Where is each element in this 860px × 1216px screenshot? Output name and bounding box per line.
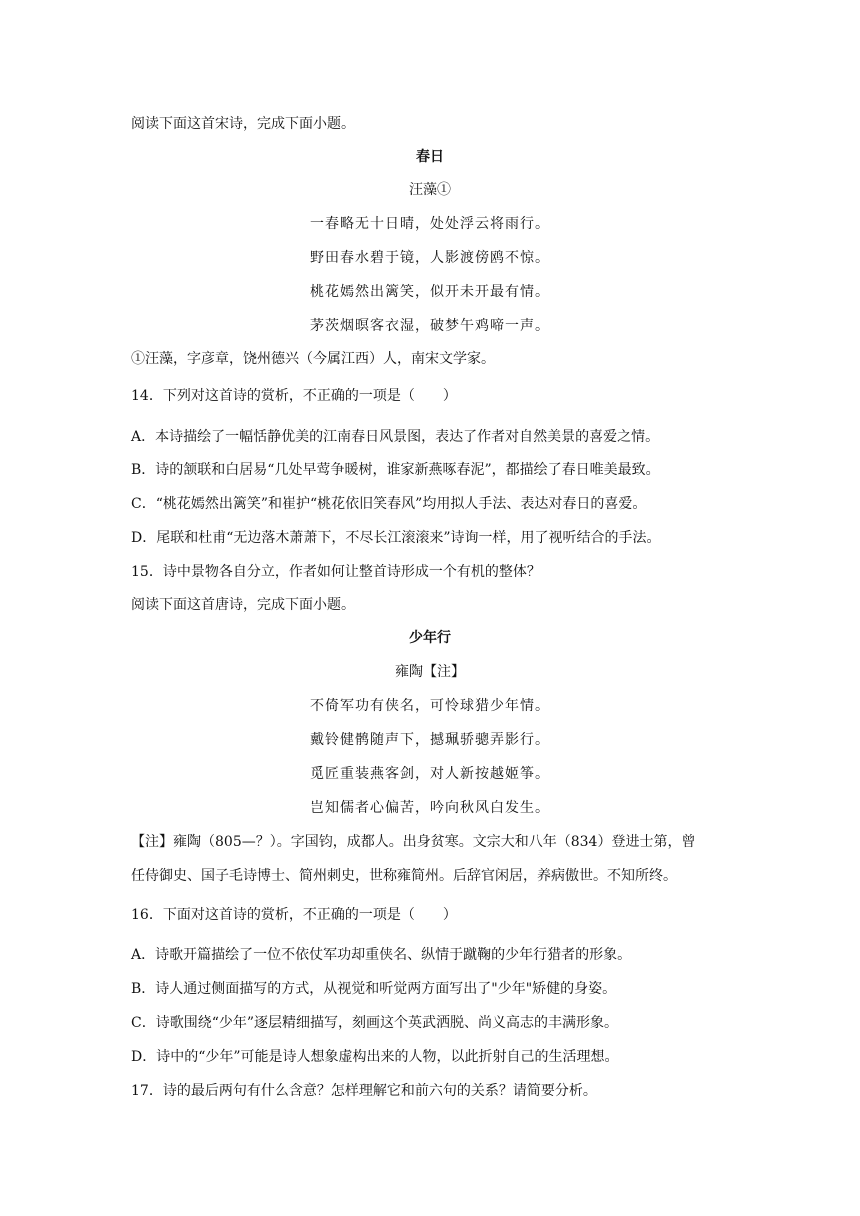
- poem1-line: 桃花嫣然出篱笑，似开未开最有情。: [310, 284, 550, 300]
- poem1-line: 茅茨烟暝客衣湿，破梦午鸡啼一声。: [310, 318, 550, 334]
- section2-intro: 阅读下面这首唐诗，完成下面小题。: [131, 597, 355, 613]
- poem2-line: 戴铃健鹘随声下，撼珮骄骢弄影行。: [310, 732, 550, 748]
- poem1-line: 一春略无十日晴，处处浮云将雨行。: [310, 216, 550, 232]
- poem1-title: 春日: [416, 149, 444, 165]
- poem2-line: 岂知儒者心偏苦，吟向秋风白发生。: [310, 800, 550, 816]
- question-14-stem: 14．下列对这首诗的赏析，不正确的一项是（ ）: [131, 388, 457, 404]
- question-16-option-d: D．诗中的“少年”可能是诗人想象虚构出来的人物，以此折射自己的生活理想。: [131, 1049, 619, 1065]
- poem2-line: 不倚军功有侠名，可怜球猎少年情。: [310, 698, 550, 714]
- question-15-stem: 15．诗中景物各自分立，作者如何让整首诗形成一个有机的整体？: [131, 564, 541, 580]
- section1-intro: 阅读下面这首宋诗，完成下面小题。: [131, 116, 355, 132]
- question-14-option-b: B．诗的颔联和白居易“几处早莺争暖树，谁家新燕啄春泥”，都描绘了春日唯美最致。: [131, 462, 660, 478]
- poem2-line: 觅匠重装燕客剑，对人新按越姬筝。: [310, 766, 550, 782]
- question-17-stem: 17．诗的最后两句有什么含意？怎样理解它和前六句的关系？请简要分析。: [131, 1083, 597, 1099]
- poem2-note-line1: 【注】雍陶（805—？）。字国钧，成都人。出身贫寒。文宗大和八年（834）登进士第，曾: [131, 834, 696, 850]
- poem2-author: 雍陶【注】: [395, 664, 465, 680]
- question-16-stem: 16．下面对这首诗的赏析，不正确的一项是（ ）: [131, 907, 457, 923]
- question-16-option-a: A．诗歌开篇描绘了一位不依仗军功却重侠名、纵情于蹴鞠的少年行猎者的形象。: [131, 947, 632, 963]
- poem1-author: 汪藻①: [409, 182, 451, 198]
- question-14-option-d: D．尾联和杜甫“无边落木萧萧下，不尽长江滚滚来”诗询一样，用了视听结合的手法。: [131, 530, 661, 546]
- poem2-title: 少年行: [409, 630, 451, 646]
- question-14-option-a: A．本诗描绘了一幅恬静优美的江南春日风景图，表达了作者对自然美景的喜爱之情。: [131, 429, 660, 445]
- poem1-line: 野田春水碧于镜，人影渡傍鸥不惊。: [310, 250, 550, 266]
- question-14-option-c: C．“桃花嫣然出篱笑”和崔护“桃花依旧笑春风”均用拟人手法、表达对春日的喜爱。: [131, 496, 647, 512]
- poem2-note-line2: 任侍御史、国子毛诗博士、简州刺史，世称雍简州。后辞官闲居，养病傲世。不知所终。: [131, 868, 677, 884]
- poem1-note: ①汪藻，字彦章，饶州德兴（今属江西）人，南宋文学家。: [131, 351, 495, 367]
- question-16-option-c: C．诗歌围绕“少年”逐层精细描写，刻画这个英武洒脱、尚义高志的丰满形象。: [131, 1015, 619, 1031]
- question-16-option-b: B．诗人通过侧面描写的方式，从视觉和听觉两方面写出了"少年"矫健的身姿。: [131, 981, 617, 997]
